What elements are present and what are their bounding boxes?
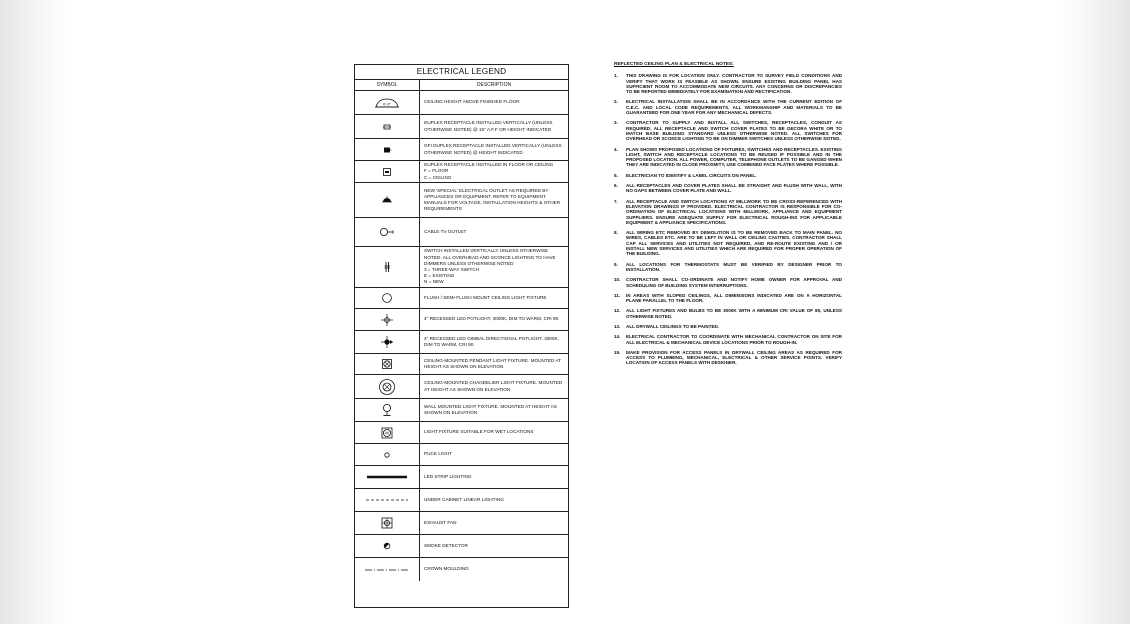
legend-row <box>355 466 568 489</box>
symbol-column-header: SYMBOL <box>355 80 420 90</box>
right-page-shadow <box>1060 0 1130 624</box>
note-item <box>614 73 842 94</box>
legend-row <box>355 354 568 375</box>
legend-row <box>355 422 568 444</box>
legend-row <box>355 399 568 422</box>
note-text: ALL WIRING ETC REMOVED BY DEMOLITION IS TO BE REMOVED BACK TO MAIN PANEL. NO WIRES, CABLES ETC. ARE TO BE LEFT IN WALL OR CEILING CAVITIES. CONTRACTOR SHALL CAP ALL SERVICES AND UTILITIES NOT REQUIRED, AND RE-ROUTE EXISTING AND / OR INSTALL NEW SERVICES AND UTILITIES WHICH ARE REQUIRED FOR PROPER OPERATION OF THE BUILDING. <box>626 230 842 257</box>
note-number: 4. <box>614 146 618 152</box>
legend-rows <box>355 91 568 607</box>
legend-description: CEILING HEIGHT ABOVE FINISHED FLOOR <box>424 99 520 105</box>
legend-description: DUPLEX RECEPTACLE INSTALLED IN FLOOR OR CEILING F = FLOOR C = CEILING <box>424 162 554 180</box>
legend-row <box>355 91 568 115</box>
note-number: 8. <box>614 230 618 236</box>
chandelier-icon <box>355 375 420 398</box>
legend-description: SMOKE DETECTOR <box>424 542 468 548</box>
note-item <box>614 173 842 178</box>
crown-moulding-icon <box>355 558 420 581</box>
note-item <box>614 262 842 273</box>
note-text: ELECTRICAL INSTALLATION SHALL BE IN ACCORDANCE WITH THE CURRENT EDITION OF C.E.C. AND LOCAL CODE REQUIREMENTS. ALL WORKMANSHIP AND MATERIALS TO BE GUARANTEED FOR ONE YEAR FOR ANY MECHANICAL DEFECTS. <box>626 99 842 116</box>
exhaust-fan-icon <box>355 512 420 534</box>
wall-light-icon <box>355 399 420 421</box>
legend-description: 4" RECESSED LED GIMBAL DIRECTIONAL POTLIGHT, 3000K, DIM TO WARM, CRI 90. <box>424 335 559 347</box>
note-item <box>614 277 842 288</box>
note-text: ELECTRICIAN TO IDENTIFY & LABEL CIRCUITS ON PANEL. <box>626 172 757 178</box>
note-number: 14. <box>614 334 621 340</box>
puck-light-icon <box>355 444 420 465</box>
note-item <box>614 293 842 304</box>
note-text: PLAN SHOWS PROPOSED LOCATIONS OF FIXTURES, SWITCHES AND RECEPTACLES. EXISTING LIGHT, SWITCH AND RECEPTACLE LOCATIONS TO BE REUSED IF POSSIBLE AND IN THE PROPOSED LOCATION. ALL POWER, COMPUTER, TELEPHONE OUTLETS TO BE GANGED WHEN THEY ARE INDICATED IN CLOSE PROXIMITY, USE COMBINED FACE PLATES WHERE POSSIBLE. <box>626 146 842 168</box>
switch-icon <box>355 247 420 287</box>
smoke-detector-icon <box>355 535 420 557</box>
legend-description: CROWN MOULDING <box>424 566 469 572</box>
legend-description: DUPLEX RECEPTACLE INSTALLED VERTICALLY (UNLESS OTHERWISE NOTED) @ 15" A.F.F OR HEIGHT INDICATED <box>424 120 553 132</box>
note-number: 7. <box>614 198 618 204</box>
note-text: CONTRACTOR SHALL CO-ORDINATE AND NOTIFY HOME OWNER FOR APPROVAL AND SCHEDULING OF BUILDING SYSTEM INTERRUPTIONS. <box>626 277 842 288</box>
legend-description: PUCK LIGHT <box>424 451 453 457</box>
cable-tv-outlet-icon <box>355 218 420 246</box>
legend-row <box>355 558 568 581</box>
note-item <box>614 199 842 225</box>
note-number: 12. <box>614 308 621 314</box>
note-text: ALL RECEPTACLE AND SWITCH LOCATIONS AT MILLWORK TO BE CROSS-REFERENCED WITH ELEVATION DRAWINGS IF PROVIDED. ELECTRICAL CONTRACTOR IS RESPONSIBLE FOR CO-ORDINATION OF ELECTRICAL LOCATIONS WITH MILLWORK, APPLIANCE AND EQUIPMENT SUPPLIERS. ENSURE ADEQUATE SUPPLY FOR ELECTRICAL ROUGH-INS FOR APPLICABLE EQUIPMENT & APPLIANCE SPECIFICATIONS. <box>626 198 842 225</box>
legend-row <box>355 512 568 535</box>
note-number: 13. <box>614 323 621 329</box>
electrical-notes <box>614 62 842 371</box>
legend-row <box>355 161 568 183</box>
duplex-receptacle-icon <box>355 115 420 138</box>
note-text: MAKE PROVISION FOR ACCESS PANELS IN DRYWALL CEILING AREAS AS REQUIRED FOR ACCESS TO PLUMBING, MECHANICAL, ELECTRICAL & OTHER SERVICE POINTS. VERIFY LOCATION OF ACCESS PANELS WITH DESIGNER. <box>626 349 842 366</box>
legend-row <box>355 218 568 247</box>
note-number: 9. <box>614 261 618 267</box>
legend-description: WALL MOUNTED LIGHT FIXTURE. MOUNTED AT HEIGHT AS SHOWN ON ELEVATION <box>424 403 557 415</box>
legend-header-row <box>355 80 568 91</box>
legend-description: NEW 'SPECIAL' ELECTRICAL OUTLET AS REQUIRED BY APPLIANCES OR EQUIPMENT. REFER TO EQUIPMENT MANUALS FOR VOLTAGE, INSTALLATION HEIGHTS & OTHER REQUIREMENTS <box>424 187 561 212</box>
under-cabinet-linear-icon <box>355 489 420 511</box>
note-item <box>614 324 842 329</box>
note-number: 11. <box>614 292 621 298</box>
legend-description: LIGHT FIXTURE SUITABLE FOR WET LOCATIONS <box>424 429 534 435</box>
legend-row <box>355 489 568 512</box>
legend-description: UNDER CABINET LINEAR LIGHTING <box>424 496 504 502</box>
note-item <box>614 308 842 319</box>
legend-row <box>355 535 568 558</box>
gfi-receptacle-icon <box>355 139 420 160</box>
legend-row <box>355 288 568 309</box>
legend-row <box>355 331 568 354</box>
note-text: ALL LIGHT FIXTURES AND BULBS TO BE 3000K WITH A MINIMUM CRI VALUE OF 80, UNLESS OTHERWISE NOTED. <box>626 308 842 319</box>
notes-title: REFLECTED CEILING PLAN & ELECTRICAL NOTES: <box>614 62 734 67</box>
note-number: 3. <box>614 120 618 126</box>
legend-row <box>355 444 568 466</box>
note-item <box>614 230 842 256</box>
notes-list <box>614 73 842 365</box>
legend-row <box>355 183 568 218</box>
legend-description: CEILING-MOUNTED CHANDELIER LIGHT FIXTURE. MOUNTED AT HEIGHT AS SHOWN ON ELEVATION <box>424 380 563 392</box>
legend-description: EXHAUST FAN <box>424 519 457 525</box>
note-text: ALL RECEPTACLES AND COVER PLATES SHALL BE STRAIGHT AND FLUSH WITH WALL, WITH NO GAPS BETWEEN COVER PLATE AND WALL. <box>626 183 842 194</box>
floor-receptacle-icon <box>355 161 420 182</box>
special-outlet-icon <box>355 183 420 217</box>
legend-description: CEILING-MOUNTED PENDANT LIGHT FIXTURE. MOUNTED AT HEIGHT AS SHOWN ON ELEVATION <box>424 357 561 369</box>
note-text: CONTRACTOR TO SUPPLY AND INSTALL ALL SWITCHES, RECEPTACLES, CONDUIT AS REQUIRED. ALL RECEPTACLE AND SWITCH COVER PLATES TO BE DECORA WHITE OR TO MATCH BASE BUILDING STANDARD UNLESS OTHERWISE NOTED. ALL SWITCHES FOR OVERHEAD OR SCONCE LIGHTING TO BE ON DIMMER SWITCHES UNLESS OTHERWISE NOTED. <box>626 120 842 142</box>
note-item <box>614 350 842 366</box>
note-item <box>614 99 842 115</box>
description-column-header: DESCRIPTION <box>476 82 512 88</box>
wet-location-light-icon <box>355 422 420 443</box>
legend-row <box>355 247 568 288</box>
legend-description: FLUSH / SEMI-FLUSH MOUNT CEILING LIGHT FIXTURE <box>424 294 547 300</box>
flush-mount-light-icon <box>355 288 420 308</box>
note-text: THIS DRAWING IS FOR LOCATION ONLY. CONTRACTOR TO SURVEY FIELD CONDITIONS AND VERIFY THAT WORK IS FEASIBLE AS SHOWN. ENSURE EXISTING BUILDING PANEL HAS SUFFICIENT ROOM TO ACCOMMODATE NEW CIRCUITS. ANY CONCERNS OR DISCREPANCIES TO BE REPORTED IMMEDIATELY FOR EXAMINATION AND RECTIFICATION. <box>626 73 842 95</box>
ceiling-height-icon <box>355 91 420 114</box>
svg-text:W: W <box>384 430 390 436</box>
note-item <box>614 120 842 141</box>
note-text: IN AREAS WITH SLOPED CEILINGS, ALL DIMENSIONS INDICATED ARE ON A HORIZONTAL PLANE PARALLEL TO THE FLOOR. <box>626 292 842 304</box>
legend-description: SWITCH INSTALLED VERTICALLY UNLESS OTHERWISE NOTED. ALL OVERHEAD AND SCONCE LIGHTING TO HAVE DIMMERS UNLESS OTHERWISE NOTED 3 = THREE-WAY SWITCH E = EXISTING N = NEW <box>424 248 556 285</box>
electrical-legend-table <box>354 64 569 608</box>
legend-row <box>355 309 568 331</box>
legend-row <box>355 115 568 139</box>
legend-row <box>355 375 568 399</box>
legend-row <box>355 139 568 161</box>
note-number: 2. <box>614 99 618 105</box>
legend-description: GFI DUPLEX RECEPTACLE INSTALLED VERTICALLY (UNLESS OTHERWISE NOTED) @ HEIGHT INDICATED <box>424 143 562 155</box>
led-strip-icon <box>355 466 420 488</box>
note-item <box>614 334 842 345</box>
note-number: 1. <box>614 73 618 79</box>
svg-text:0'-0": 0'-0" <box>383 100 391 106</box>
recessed-potlight-icon <box>355 309 420 330</box>
legend-title: ELECTRICAL LEGEND <box>355 65 568 80</box>
note-item <box>614 183 842 194</box>
note-number: 15. <box>614 349 621 355</box>
legend-description: LED STRIP LIGHTING <box>424 473 472 479</box>
legend-description: CABLE TV OUTLET <box>424 228 467 234</box>
note-number: 6. <box>614 183 618 189</box>
gimbal-potlight-icon <box>355 331 420 353</box>
left-page-shadow <box>0 0 70 624</box>
pendant-light-icon <box>355 354 420 374</box>
note-text: ALL LOCATIONS FOR THERMOSTATS MUST BE VERIFIED BY DESIGNER PRIOR TO INSTALLATION. <box>626 261 842 272</box>
note-text: ELECTRICAL CONTRACTOR TO COORDINATE WITH MECHANICAL CONTRACTOR ON SITE FOR ALL ELECTRICAL & MECHANICAL DEVICE LOCATIONS PRIOR TO ROUGH-IN. <box>626 334 842 345</box>
note-number: 10. <box>614 277 621 283</box>
note-item <box>614 147 842 168</box>
note-text: ALL DRYWALL CEILINGS TO BE PAINTED. <box>626 323 720 329</box>
legend-description: 4" RECESSED LED POTLIGHT, 3000K, DIM TO WARM, CRI 90. <box>424 316 560 322</box>
note-number: 5. <box>614 172 618 178</box>
